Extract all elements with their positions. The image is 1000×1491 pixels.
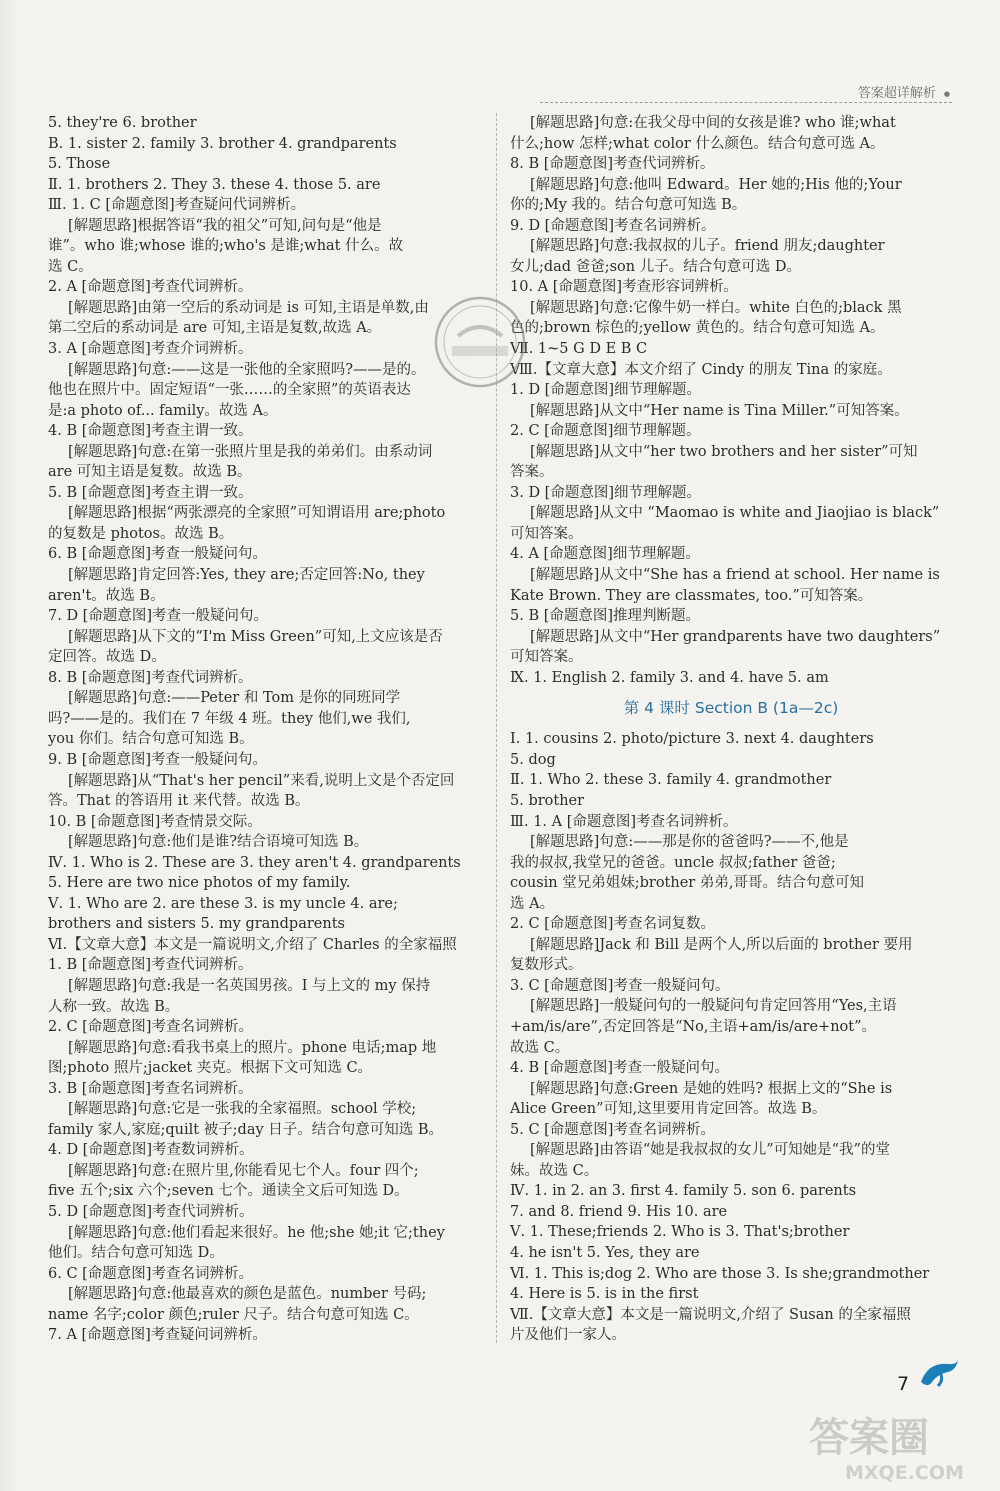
answer-line: [解题思路]从“That's her pencil”来看,说明上文是个否定回 bbox=[68, 772, 455, 789]
answer-line: [解题思路]根据“两张漂亮的全家照”可知谓语用 are;photo bbox=[68, 505, 446, 522]
answer-line: 定回答。故选 D。 bbox=[48, 649, 166, 666]
answer-line: 5. D [命题意图]考查代词辨析。 bbox=[48, 1203, 254, 1220]
answer-line: 7. and 8. friend 9. His 10. are bbox=[510, 1203, 728, 1220]
answer-line: 5. C [命题意图]考查名词辨析。 bbox=[510, 1121, 715, 1138]
answer-line: 复数形式。 bbox=[510, 957, 583, 974]
answer-line: Ⅸ. 1. English 2. family 3. and 4. have 5. am bbox=[510, 669, 829, 686]
answer-line: [解题思路]句意:他们看起来很好。he 他;she 她;it 它;they bbox=[68, 1224, 445, 1241]
answer-line: 谁”。who 谁;whose 谁的;who's 是谁;what 什么。故 bbox=[48, 238, 404, 255]
answer-line: [解题思路]句意:看我书桌上的照片。phone 电话;map 地 bbox=[68, 1039, 437, 1056]
answer-line: [解题思路]句意:它像牛奶一样白。white 白色的;black 黑 bbox=[530, 299, 902, 316]
answer-line: are 可知主语是复数。故选 B。 bbox=[48, 464, 252, 481]
answer-line: 4. B [命题意图]考查主谓一致。 bbox=[48, 423, 253, 440]
answer-line: 8. B [命题意图]考查代词辨析。 bbox=[510, 156, 715, 173]
answer-line: name 名字;color 颜色;ruler 尺子。结合句意可知选 C。 bbox=[48, 1306, 419, 1323]
header-rule bbox=[540, 102, 952, 103]
answer-line: 片及他们一家人。 bbox=[510, 1327, 626, 1344]
answer-line: [解题思路]从下文的“I'm Miss Green”可知,上文应该是否 bbox=[68, 628, 443, 645]
answer-line: 7. A [命题意图]考查疑问词辨析。 bbox=[48, 1327, 267, 1344]
answer-line: [解题思路]Jack 和 Bill 是两个人,所以后面的 brother 要用 bbox=[530, 936, 913, 953]
answer-line: Kate Brown. They are classmates, too.”可知答案。 bbox=[510, 587, 873, 604]
answer-line: 我的叔叔,我堂兄的爸爸。uncle 叔叔;father 爸爸; bbox=[510, 854, 836, 871]
answer-line: 4. A [命题意图]细节理解题。 bbox=[510, 546, 700, 563]
answer-line: 3. A [命题意图]考查介词辨析。 bbox=[48, 341, 253, 358]
answer-line: [解题思路]由第一空后的系动词是 is 可知,主语是单数,由 bbox=[68, 299, 429, 316]
answer-line: Ⅵ. 1. This is;dog 2. Who are those 3. Is she;grandmother bbox=[510, 1265, 930, 1282]
answer-line: 5. dog bbox=[510, 751, 556, 768]
answer-line: [解题思路]从文中“Her grandparents have two daughters” bbox=[530, 628, 941, 645]
answer-line: 可知答案。 bbox=[510, 525, 583, 542]
answer-line: 3. B [命题意图]考查名词辨析。 bbox=[48, 1080, 253, 1097]
right-column bbox=[510, 113, 952, 1346]
answer-line: [解题思路]句意:我是一名英国男孩。I 与上文的 my 保持 bbox=[68, 977, 431, 994]
answer-line: 9. B [命题意图]考查一般疑问句。 bbox=[48, 751, 268, 768]
answer-line: Ⅱ. 1. Who 2. these 3. family 4. grandmother bbox=[510, 772, 832, 789]
answer-line: [解题思路]句意:我叔叔的儿子。friend 朋友;daughter bbox=[530, 238, 885, 255]
answer-line: [解题思路]根据答语“我的祖父”可知,问句是“他是 bbox=[68, 217, 382, 234]
answer-line: 故选 C。 bbox=[510, 1039, 570, 1056]
answer-line: 人称一致。故选 B。 bbox=[48, 998, 180, 1015]
answer-line: Ⅰ. 1. cousins 2. photo/picture 3. next 4. daughters bbox=[510, 731, 874, 748]
answer-line: 5. Here are two nice photos of my family. bbox=[48, 875, 351, 892]
answer-line: 10. A [命题意图]考查形容词辨析。 bbox=[510, 279, 739, 296]
page-header-title: 答案超详解析 ● bbox=[858, 82, 950, 101]
answer-line: 1. D [命题意图]细节理解题。 bbox=[510, 382, 701, 399]
answer-line: [解题思路]句意:他们是谁?结合语境可知选 B。 bbox=[68, 834, 369, 851]
answer-line: 1. B [命题意图]考查代词辨析。 bbox=[48, 957, 253, 974]
answer-line: 选 C。 bbox=[48, 258, 93, 275]
answer-line: 妹。故选 C。 bbox=[510, 1162, 599, 1179]
answer-line: 第二空后的系动词是 are 可知,主语是复数,故选 A。 bbox=[48, 320, 382, 337]
answer-line: 5. brother bbox=[510, 792, 585, 809]
answer-line: [解题思路]从文中 “Maomao is white and Jiaojiao is black” bbox=[530, 505, 940, 522]
answer-line: 可知答案。 bbox=[510, 649, 583, 666]
answer-line: 9. D [命题意图]考查名词辨析。 bbox=[510, 217, 716, 234]
answer-line: 答案。 bbox=[510, 464, 554, 481]
answer-line: 什么;how 怎样;what color 什么颜色。结合句意可选 A。 bbox=[510, 135, 885, 152]
answer-line: Alice Green”可知,这里要用肯定回答。故选 B。 bbox=[510, 1101, 827, 1118]
answer-line: 2. A [命题意图]考查代词辨析。 bbox=[48, 279, 253, 296]
dolphin-icon bbox=[918, 1356, 960, 1394]
answer-line: 3. D [命题意图]细节理解题。 bbox=[510, 484, 701, 501]
answer-line: +am/is/are”,否定回答是“No,主语+am/is/are+not”。 bbox=[510, 1018, 877, 1035]
answer-line: 5. Those bbox=[48, 156, 111, 173]
answer-line: five 五个;six 六个;seven 七个。通读全文后可知选 D。 bbox=[48, 1183, 409, 1200]
answer-line: family 家人,家庭;quilt 被子;day 日子。结合句意可知选 B。 bbox=[48, 1121, 444, 1138]
answer-line: [解题思路]一般疑问句的一般疑问句肯定回答用“Yes,主语 bbox=[530, 998, 897, 1015]
answer-line: [解题思路]句意:他最喜欢的颜色是蓝色。number 号码; bbox=[68, 1286, 427, 1303]
answer-line: brothers and sisters 5. my grandparents bbox=[48, 916, 345, 933]
section-title: 第 4 课时 Section B (1a—2c) bbox=[623, 699, 839, 718]
answer-line: 图;photo 照片;jacket 夹克。根据下文可知选 C。 bbox=[48, 1060, 373, 1077]
answer-line: Ⅶ. 1~5 G D E B C bbox=[510, 341, 648, 358]
answer-line: Ⅴ. 1. Who are 2. are these 3. is my uncle 4. are; bbox=[48, 895, 398, 912]
answer-line: Ⅷ.【文章大意】本文介绍了 Cindy 的朋友 Tina 的家庭。 bbox=[510, 361, 892, 378]
answer-line: 5. B [命题意图]推理判断题。 bbox=[510, 608, 701, 625]
answer-line: 他也在照片中。固定短语“一张……的全家照”的英语表达 bbox=[48, 382, 411, 399]
answer-line: Ⅲ. 1. C [命题意图]考查疑问代词辨析。 bbox=[48, 197, 306, 214]
answer-line: Ⅶ.【文章大意】本文是一篇说明文,介绍了 Susan 的全家福照 bbox=[510, 1306, 911, 1323]
answer-line: B. 1. sister 2. family 3. brother 4. grandparents bbox=[48, 135, 397, 152]
answer-line: [解题思路]句意:在我父母中间的女孩是谁? who 谁;what bbox=[530, 115, 896, 131]
answer-line: [解题思路]从文中“Her name is Tina Miller.”可知答案。 bbox=[530, 402, 909, 419]
answer-line: 2. C [命题意图]细节理解题。 bbox=[510, 423, 701, 440]
answer-line: [解题思路]句意:——这是一张他的全家照吗?——是的。 bbox=[68, 361, 426, 378]
answer-line: [解题思路]句意:——Peter 和 Tom 是你的同班同学 bbox=[68, 690, 401, 707]
answer-line: [解题思路]句意:在照片里,你能看见七个人。four 四个; bbox=[68, 1162, 419, 1179]
answer-line: 6. C [命题意图]考查名词辨析。 bbox=[48, 1265, 253, 1282]
answer-line: Ⅳ. 1. Who is 2. These are 3. they aren't 4. grandparents bbox=[48, 854, 461, 871]
answer-line: Ⅵ.【文章大意】本文是一篇说明文,介绍了 Charles 的全家福照 bbox=[48, 936, 457, 953]
answer-line: [解题思路]肯定回答:Yes, they are;否定回答:No, they bbox=[68, 567, 425, 584]
answer-line: Ⅴ. 1. These;friends 2. Who is 3. That's;brother bbox=[510, 1224, 850, 1241]
answer-line: 4. B [命题意图]考查一般疑问句。 bbox=[510, 1060, 730, 1077]
answer-line: [解题思路]句意:它是一张我的全家福照。school 学校; bbox=[68, 1101, 417, 1118]
answer-line: 选 A。 bbox=[510, 895, 555, 912]
answer-line: 答。That 的答语用 it 来代替。故选 B。 bbox=[48, 793, 310, 810]
answer-line: [解题思路]从文中“her two brothers and her sister”可知 bbox=[530, 443, 918, 460]
answer-line: 3. C [命题意图]考查一般疑问句。 bbox=[510, 977, 730, 994]
answer-line: 吗?——是的。我们在 7 年级 4 班。they 他们,we 我们, bbox=[48, 710, 411, 727]
answer-line: 5. they're 6. brother bbox=[48, 115, 197, 131]
homework-stamp-watermark bbox=[430, 292, 530, 392]
answer-line: 8. B [命题意图]考查代词辨析。 bbox=[48, 669, 253, 686]
answer-line: 4. Here is 5. is in the first bbox=[510, 1286, 699, 1303]
answer-line: [解题思路]句意:Green 是她的姓吗? 根据上文的“She is bbox=[530, 1080, 893, 1097]
answer-line: 4. he isn't 5. Yes, they are bbox=[510, 1244, 700, 1261]
answer-line: 女儿;dad 爸爸;son 儿子。结合句意可选 D。 bbox=[510, 258, 801, 275]
answer-line: [解题思路]从文中“She has a friend at school. Her name is bbox=[530, 567, 940, 584]
answer-line: [解题思路]句意:他叫 Edward。Her 她的;His 他的;Your bbox=[530, 176, 902, 193]
answer-line: Ⅳ. 1. in 2. an 3. first 4. family 5. son 6. parents bbox=[510, 1183, 857, 1200]
answer-line: 2. C [命题意图]考查名词复数。 bbox=[510, 916, 715, 933]
answer-line: 5. B [命题意图]考查主谓一致。 bbox=[48, 484, 253, 501]
answer-line: 2. C [命题意图]考查名词辨析。 bbox=[48, 1019, 253, 1036]
answer-line: aren't。故选 B。 bbox=[48, 587, 165, 604]
answer-line: [解题思路]句意:在第一张照片里是我的弟弟们。由系动词 bbox=[68, 443, 433, 460]
answer-line: cousin 堂兄弟姐妹;brother 弟弟,哥哥。结合句意可知 bbox=[510, 875, 864, 892]
answer-line: 色的;brown 棕色的;yellow 黄色的。结合句意可知选 A。 bbox=[510, 320, 885, 337]
answer-line: 他们。结合句意可知选 D。 bbox=[48, 1245, 224, 1262]
answer-line: 是:a photo of... family。故选 A。 bbox=[48, 402, 278, 419]
answer-line: [解题思路]句意:——那是你的爸爸吗?——不,他是 bbox=[530, 834, 849, 851]
left-column bbox=[48, 113, 488, 1346]
answer-line: Ⅱ. 1. brothers 2. They 3. these 4. those 5. are bbox=[48, 176, 381, 193]
answer-line: 的复数是 photos。故选 B。 bbox=[48, 525, 234, 542]
answer-line: 你的;My 我的。结合句意可知选 B。 bbox=[510, 197, 747, 214]
answer-line: you 你们。结合句意可知选 B。 bbox=[48, 731, 254, 748]
page-number: 7 bbox=[897, 1373, 910, 1395]
answer-line: 10. B [命题意图]考查情景交际。 bbox=[48, 813, 262, 830]
answer-line: 6. B [命题意图]考查一般疑问句。 bbox=[48, 546, 268, 563]
svg-text:MXQE.COM: MXQE.COM bbox=[845, 1462, 964, 1484]
answer-line: Ⅲ. 1. A [命题意图]考查名词辨析。 bbox=[510, 813, 738, 830]
answer-circle-logo-watermark bbox=[805, 1405, 990, 1485]
answer-line: 4. D [命题意图]考查数词辨析。 bbox=[48, 1142, 254, 1159]
answer-line: [解题思路]由答语“她是我叔叔的女儿”可知她是“我”的堂 bbox=[530, 1142, 890, 1159]
svg-text:答案圈: 答案圈 bbox=[809, 1415, 929, 1461]
answer-line: 7. D [命题意图]考查一般疑问句。 bbox=[48, 608, 268, 625]
